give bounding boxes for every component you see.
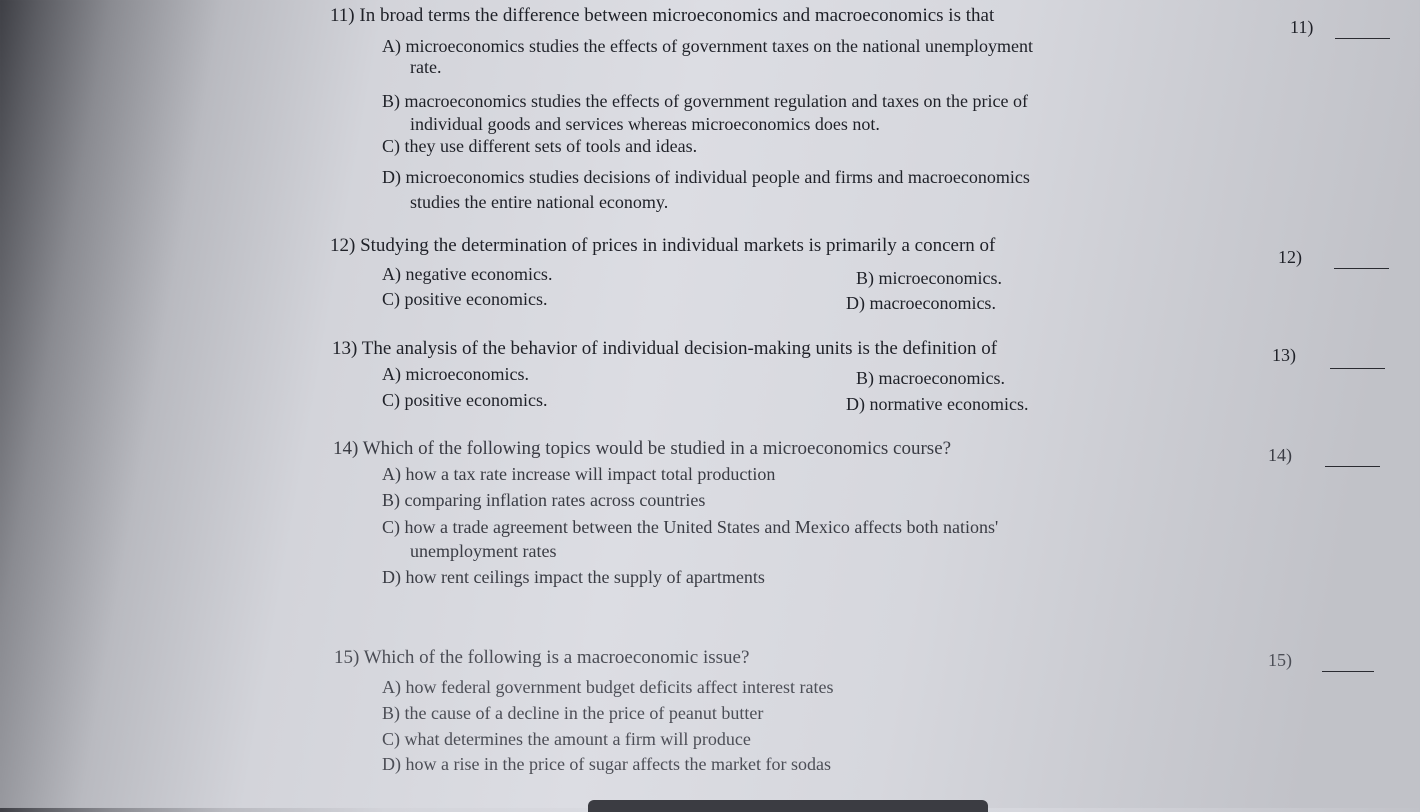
q13-option-c: C) positive economics.	[382, 390, 548, 410]
q11-option-b-cont: individual goods and services whereas microeconomics does not.	[410, 114, 880, 134]
bottom-edge-bar	[588, 800, 988, 812]
q14-option-c: C) how a trade agreement between the United States and Mexico affects both nations'	[382, 517, 999, 537]
answer-label-15: 15)	[1268, 650, 1292, 670]
answer-blank-14[interactable]	[1325, 466, 1380, 467]
answer-label-11: 11)	[1290, 17, 1314, 37]
q11-option-d: D) microeconomics studies decisions of individual people and firms and macroeconomics	[382, 167, 1030, 187]
q11-option-a-cont: rate.	[410, 57, 442, 77]
answer-blank-15[interactable]	[1322, 671, 1374, 672]
question-14-stem: 14) Which of the following topics would be studied in a microeconomics course?	[333, 438, 952, 459]
q15-option-c: C) what determines the amount a firm will produce	[382, 729, 751, 749]
q12-option-c: C) positive economics.	[382, 289, 548, 309]
q14-option-d: D) how rent ceilings impact the supply of apartments	[382, 567, 765, 587]
q12-option-b: B) microeconomics.	[856, 268, 1002, 288]
q11-option-b: B) macroeconomics studies the effects of government regulation and taxes on the price of	[382, 91, 1028, 111]
q14-option-b: B) comparing inflation rates across countries	[382, 490, 706, 510]
q14-option-a: A) how a tax rate increase will impact total production	[382, 464, 776, 484]
q13-option-a: A) microeconomics.	[382, 364, 529, 384]
q11-option-c: C) they use different sets of tools and ideas.	[382, 136, 698, 156]
answer-blank-12[interactable]	[1334, 268, 1389, 269]
answer-blank-11[interactable]	[1335, 38, 1390, 39]
question-13-stem: 13) The analysis of the behavior of individual decision-making units is the definition of	[332, 338, 998, 359]
question-12-stem: 12) Studying the determination of prices in individual markets is primarily a concern of	[330, 235, 996, 256]
question-11-stem: 11) In broad terms the difference between microeconomics and macroeconomics is that	[330, 5, 995, 26]
q11-option-d-cont: studies the entire national economy.	[410, 192, 669, 212]
q12-option-d: D) macroeconomics.	[846, 293, 996, 313]
q15-option-b: B) the cause of a decline in the price of peanut butter	[382, 703, 764, 723]
q15-option-a: A) how federal government budget deficits affect interest rates	[382, 677, 834, 697]
q13-option-b: B) macroeconomics.	[856, 368, 1005, 388]
answer-blank-13[interactable]	[1330, 368, 1385, 369]
answer-label-12: 12)	[1278, 247, 1302, 267]
answer-label-13: 13)	[1272, 345, 1296, 365]
q12-option-a: A) negative economics.	[382, 264, 553, 284]
question-15-stem: 15) Which of the following is a macroeconomic issue?	[334, 647, 750, 668]
q13-option-d: D) normative economics.	[846, 394, 1029, 414]
q14-option-c-cont: unemployment rates	[410, 541, 557, 561]
answer-label-14: 14)	[1268, 445, 1292, 465]
q15-option-d: D) how a rise in the price of sugar affects the market for sodas	[382, 754, 832, 774]
q11-option-a: A) microeconomics studies the effects of government taxes on the national unemployment	[382, 36, 1033, 56]
